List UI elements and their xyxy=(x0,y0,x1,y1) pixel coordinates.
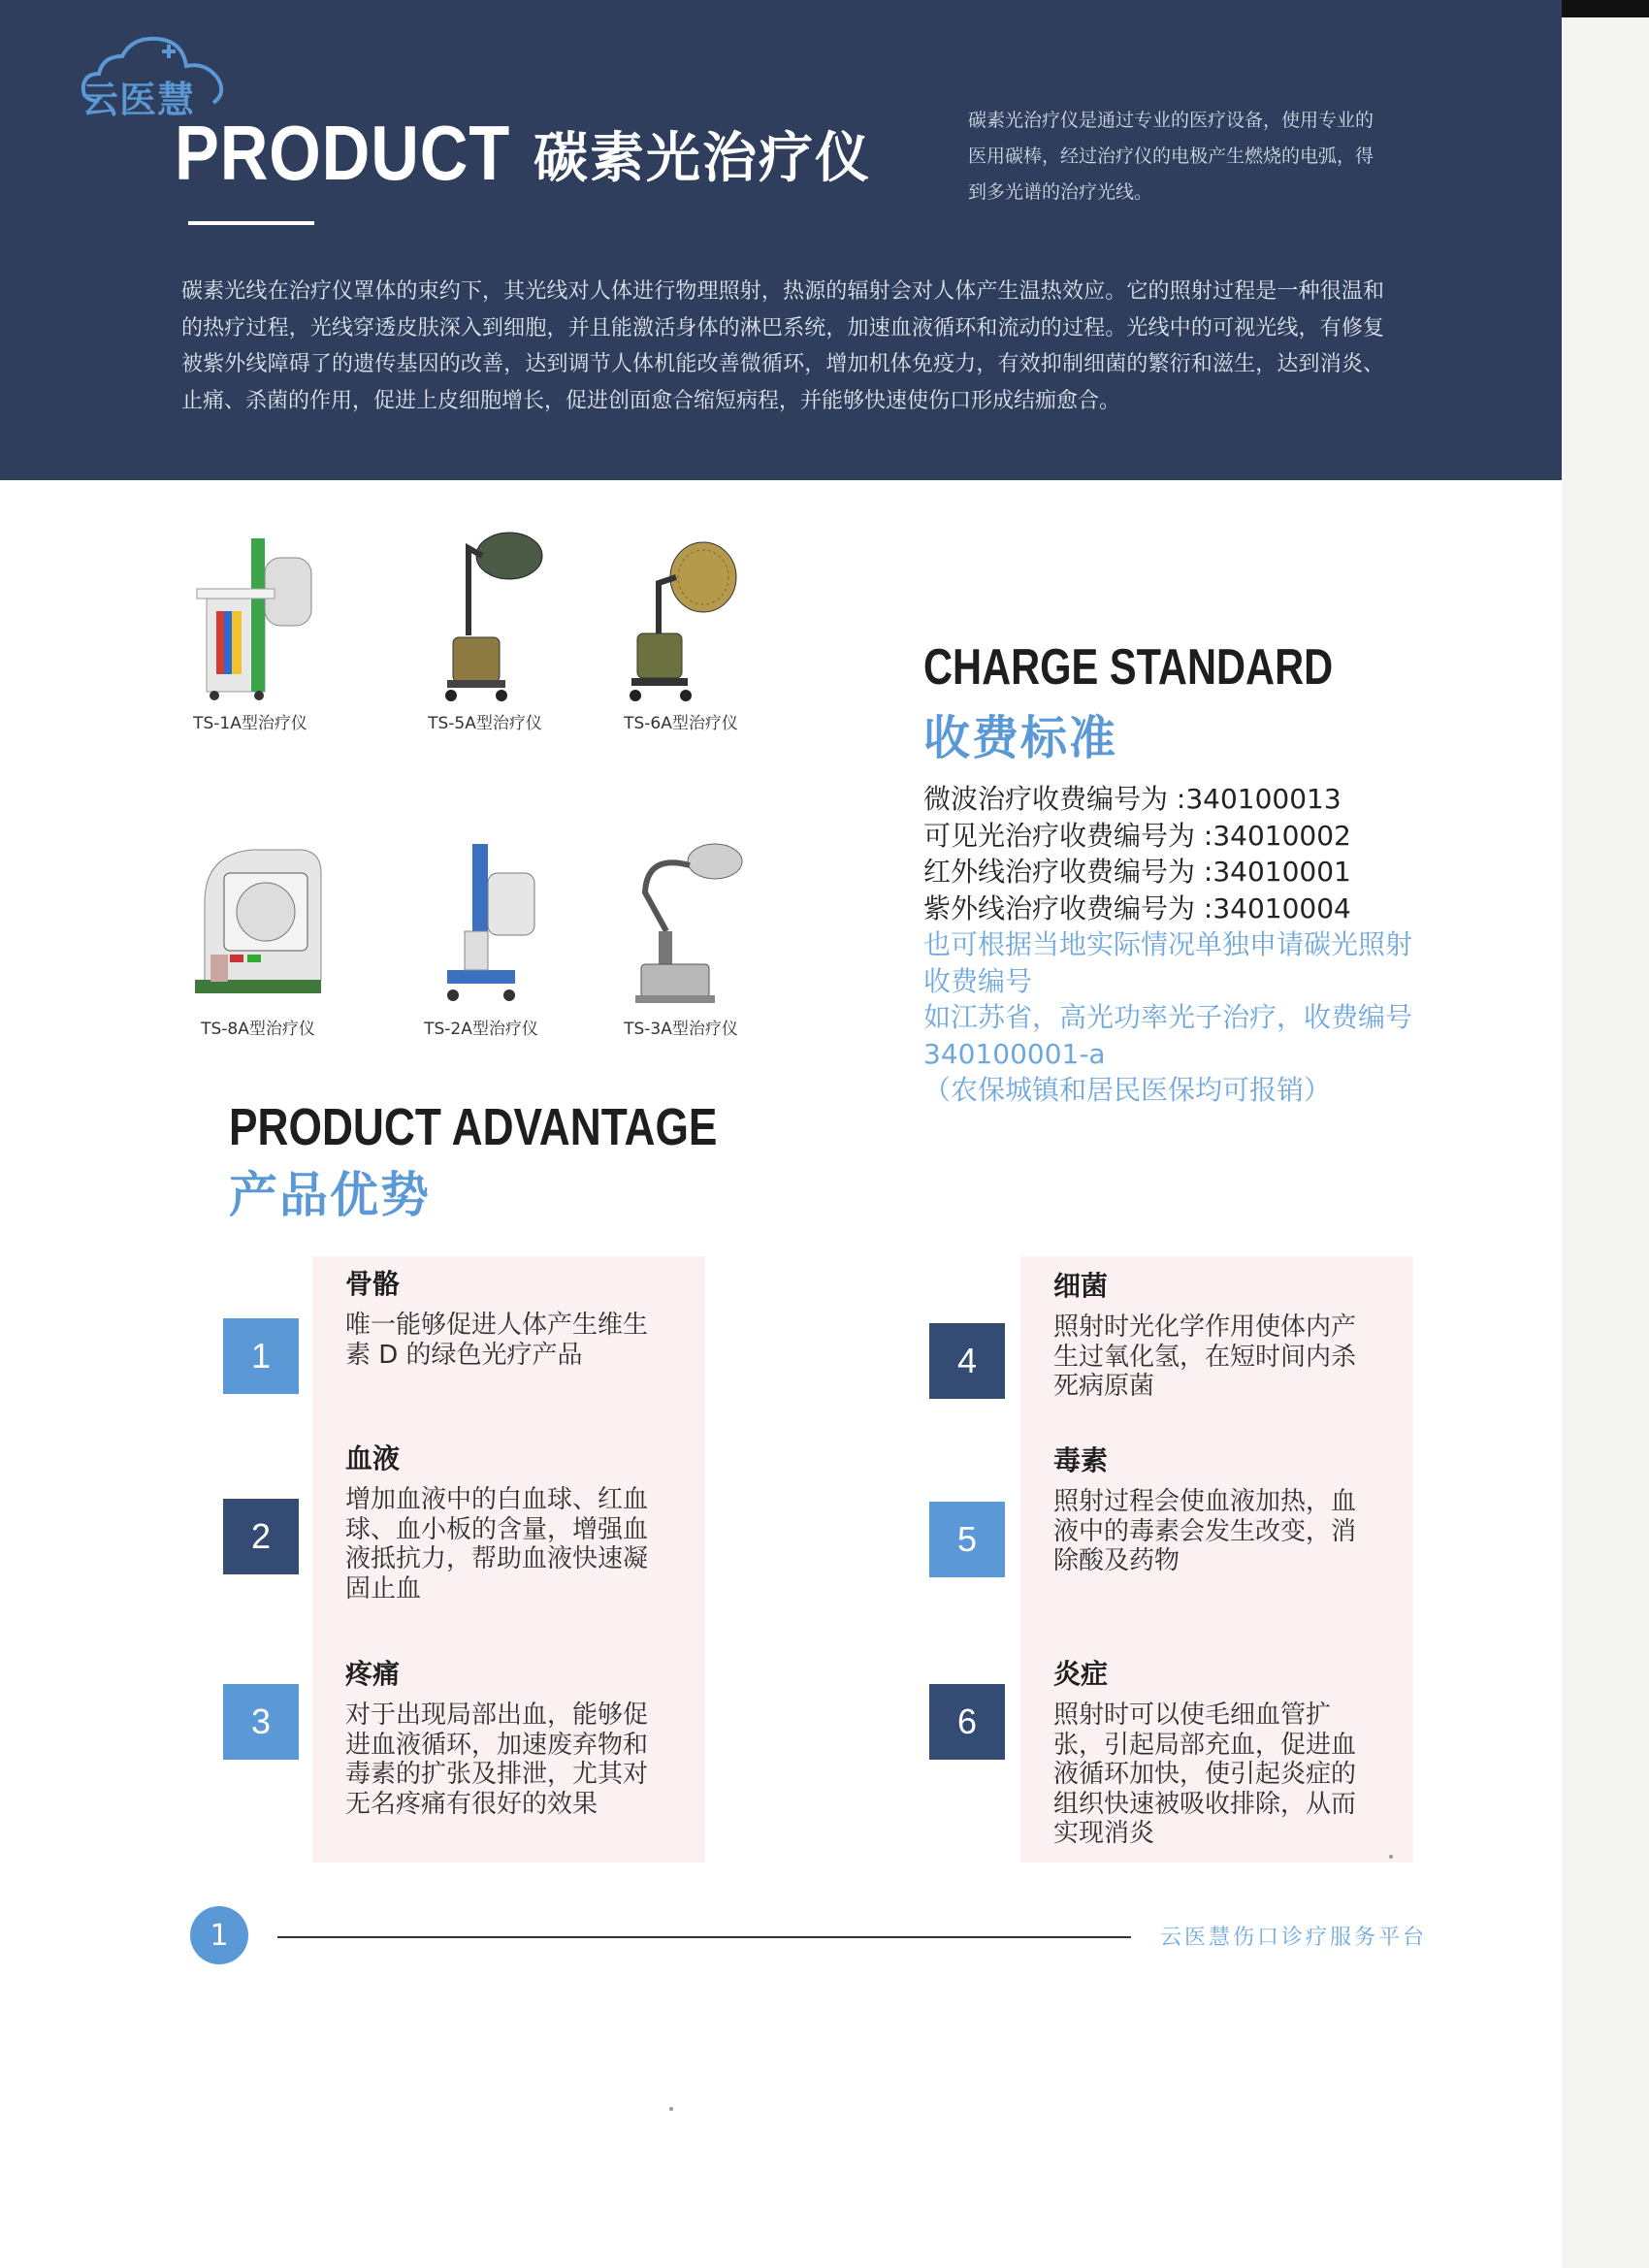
advantage-item-title: 血液 xyxy=(345,1442,401,1474)
product-ts-5a xyxy=(388,529,582,733)
stand-lamp-icon xyxy=(608,529,754,703)
advantage-number: 1 xyxy=(223,1318,299,1394)
advantage-item-desc: 照射时光化学作用使体内产生过氧化氢，在短时间内杀死病原菌 xyxy=(1053,1312,1357,1401)
advantage-item xyxy=(1053,1658,1374,1849)
header-product-title: PRODUCT xyxy=(175,110,511,196)
advantage-title-cn: 产品优势 xyxy=(229,1167,431,1223)
brand-logo xyxy=(78,33,233,121)
advantage-item xyxy=(345,1268,665,1370)
advantage-item-title: 疼痛 xyxy=(345,1658,401,1690)
product-caption: TS-6A型治疗仪 xyxy=(624,714,738,733)
advantage-item xyxy=(345,1658,665,1819)
charge-line: 紫外线治疗收费编号为 :34010004 xyxy=(923,891,1351,924)
advantage-title: PRODUCT ADVANTAGE xyxy=(229,1098,718,1156)
charge-standard-title-cn: 收费标准 xyxy=(923,711,1118,765)
product-ts-8a xyxy=(161,834,355,1039)
charge-note: 如江苏省，高光功率光子治疗，收费编号 340100001-a xyxy=(923,1001,1413,1070)
scan-speck xyxy=(669,2107,673,2111)
advantage-item-desc: 增加血液中的白血球、红血球、血小板的含量，增强血液抵抗力，帮助血液快速凝固止血 xyxy=(345,1485,649,1604)
charge-standard-title: CHARGE STANDARD xyxy=(923,639,1334,696)
product-ts-6a xyxy=(584,529,778,733)
stand-lamp-icon xyxy=(412,529,558,703)
advantage-item-desc: 唯一能够促进人体产生维生素 D 的绿色光疗产品 xyxy=(345,1311,649,1370)
advantage-item xyxy=(1053,1270,1374,1402)
logo-text: 云医慧 xyxy=(81,79,196,121)
advantage-item-title: 细菌 xyxy=(1053,1270,1109,1302)
product-ts-3a xyxy=(584,834,778,1039)
advantage-number: 3 xyxy=(223,1684,299,1760)
monitor-device-icon xyxy=(185,834,331,1009)
cabinet-lamp-icon xyxy=(178,529,323,703)
footer-platform-name: 云医慧伤口诊疗服务平台 xyxy=(1160,1926,1428,1950)
advantage-number: 4 xyxy=(929,1323,1005,1399)
paper-edge xyxy=(1562,0,1649,2268)
scan-corner xyxy=(1562,0,1649,17)
advantage-item xyxy=(1053,1444,1374,1576)
arm-lamp-icon xyxy=(608,834,754,1009)
charge-line: 可见光治疗收费编号为 :34010002 xyxy=(923,819,1351,852)
tower-device-icon xyxy=(408,834,554,1009)
page-number: 1 xyxy=(190,1906,248,1964)
advantage-item xyxy=(345,1442,665,1604)
advantage-item-title: 骨骼 xyxy=(345,1268,401,1300)
advantage-number: 6 xyxy=(929,1684,1005,1760)
advantage-item-desc: 照射时可以使毛细血管扩张，引起局部充血，促进血液循环加快，使引起炎症的组织快速被吸收排除，从而实现消炎 xyxy=(1053,1701,1357,1848)
scan-speck xyxy=(1389,1855,1393,1859)
advantage-number: 5 xyxy=(929,1502,1005,1577)
charge-note: 也可根据当地实际情况单独申请碳光照射收费编号 xyxy=(923,928,1413,997)
advantage-item-title: 毒素 xyxy=(1053,1444,1109,1476)
advantage-item-title: 炎症 xyxy=(1053,1658,1109,1690)
product-caption: TS-1A型治疗仪 xyxy=(193,714,307,733)
header-banner xyxy=(0,0,1562,480)
header-side-description: 碳素光治疗仪是通过专业的医疗设备，使用专业的医用碳棒，经过治疗仪的电极产生燃烧的电弧，得到多光谱的治疗光线。 xyxy=(968,110,1374,203)
advantage-item-desc: 对于出现局部出血，能够促进血液循环，加速废弃物和毒素的扩张及排泄，尤其对无名疼痛有很好的效果 xyxy=(345,1701,649,1819)
product-caption: TS-8A型治疗仪 xyxy=(201,1020,315,1039)
product-ts-1a xyxy=(153,529,347,733)
advantage-number: 2 xyxy=(223,1499,299,1574)
product-ts-2a xyxy=(384,834,578,1039)
product-caption: TS-5A型治疗仪 xyxy=(428,714,542,733)
charge-list xyxy=(923,781,1428,1109)
product-caption: TS-3A型治疗仪 xyxy=(624,1020,738,1039)
header-body-text: 碳素光线在治疗仪罩体的束约下，其光线对人体进行物理照射，热源的辐射会对人体产生温热效应。它的照射过程是一种很温和的热疗过程，光线穿透皮肤深入到细胞，并且能激活身体的淋巴系统，加速血液循环和流动的过程。光线中的可视光线，有修复被紫外线障碍了的遗传基因的改善，达到调节人体机能改善微循环，增加机体免疫力，有效抑制细菌的繁衍和滋生，达到消炎、止痛、杀菌的作用，促进上皮细胞增长，促进创面愈合缩短病程，并能够快速使伤口形成结痂愈合。 xyxy=(181,279,1384,413)
footer-divider xyxy=(277,1936,1131,1938)
product-caption: TS-2A型治疗仪 xyxy=(424,1020,538,1039)
charge-note: （农保城镇和居民医保均可报销） xyxy=(923,1074,1332,1106)
charge-line: 微波治疗收费编号为 :340100013 xyxy=(923,783,1342,815)
header-underline xyxy=(188,221,314,225)
charge-line: 红外线治疗收费编号为 :34010001 xyxy=(923,856,1351,888)
header-title-cn: 碳素光治疗仪 xyxy=(534,127,871,190)
advantage-item-desc: 照射过程会使血液加热，血液中的毒素会发生改变，消除酸及药物 xyxy=(1053,1487,1357,1575)
